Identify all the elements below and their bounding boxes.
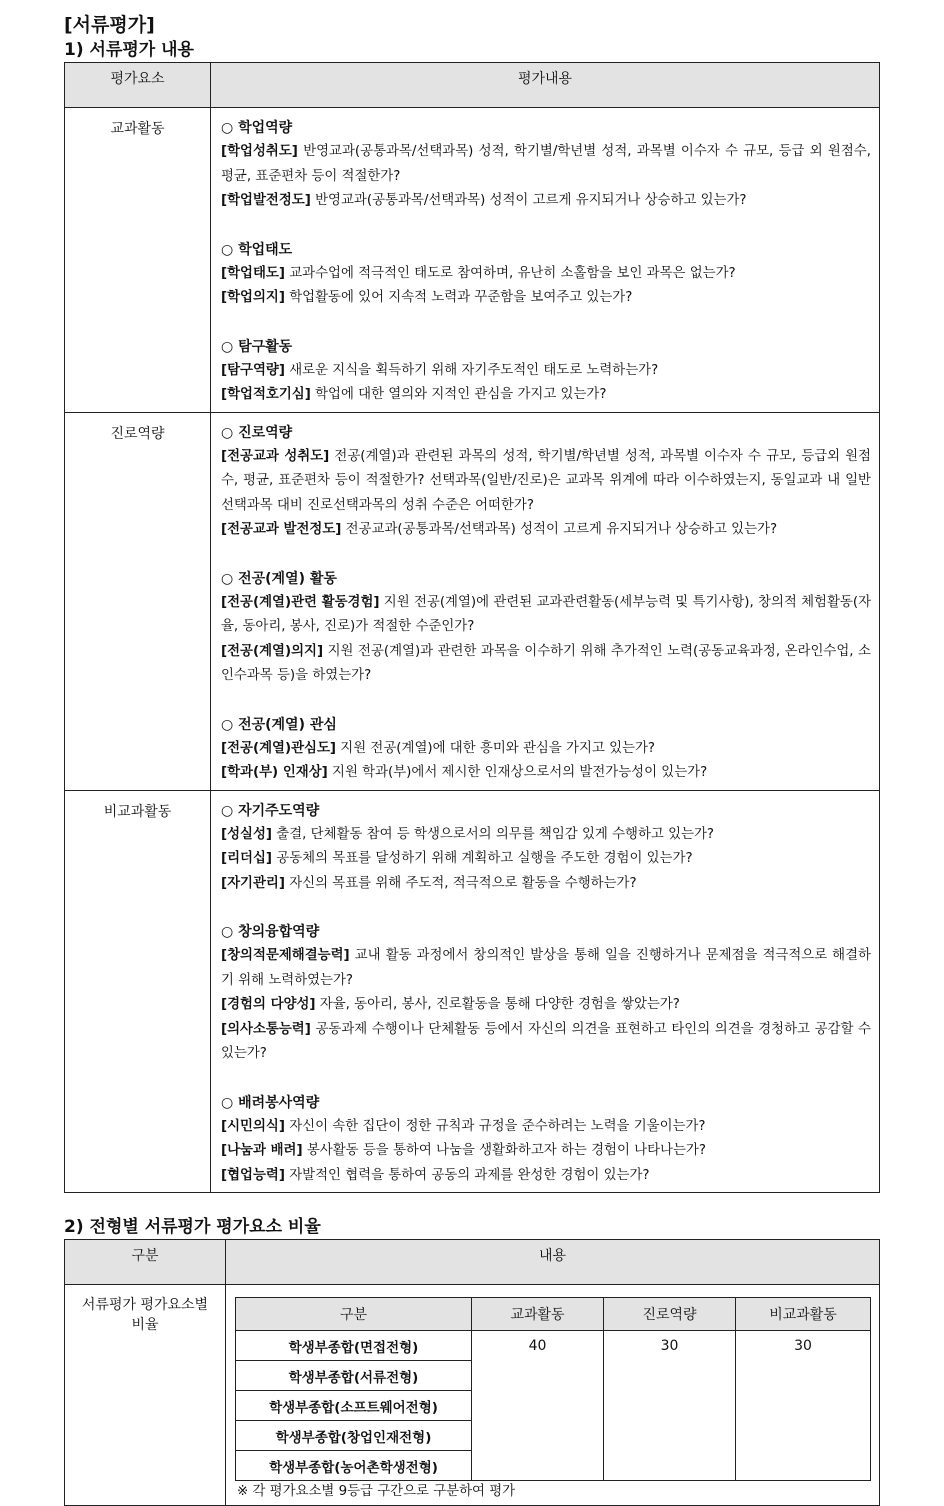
table-row <box>65 790 880 1193</box>
header-category: 구분 <box>65 1240 226 1285</box>
criterion-item <box>221 286 871 311</box>
table-header-row <box>65 63 880 108</box>
criterion-label: [학업발전정도] <box>221 193 311 208</box>
evaluation-subsection <box>221 713 871 786</box>
subsection-title: ○ 전공(계열) 활동 <box>221 570 337 587</box>
criterion-text: 공동체의 목표를 달성하기 위해 계획하고 실행을 주도한 경험이 있는가? <box>272 851 693 866</box>
inner-header-row <box>236 1298 871 1331</box>
criterion-text: 자신이 속한 집단이 정한 규칙과 규정을 준수하려는 노력을 기울이는가? <box>284 1118 706 1134</box>
evaluation-details <box>211 412 880 790</box>
ratio-row-label <box>65 1285 226 1506</box>
track-name: 학생부종합(농어촌학생전형) <box>236 1451 472 1481</box>
criterion-item <box>221 823 871 848</box>
evaluation-subsection <box>221 1091 871 1189</box>
criterion-label: [협업능력] <box>221 1167 285 1183</box>
criterion-item <box>221 591 871 640</box>
ratio-content-cell <box>226 1285 880 1506</box>
criterion-label: [학업적호기심] <box>221 387 311 402</box>
criterion-label: [학과(부) 인재상] <box>221 765 328 780</box>
ratio-inner-table <box>235 1297 871 1481</box>
evaluation-rows <box>65 108 880 1193</box>
criterion-text: 자율, 동아리, 봉사, 진로활동을 통해 다양한 경험을 쌓았는가? <box>315 997 680 1012</box>
header-content: 평가내용 <box>211 63 880 108</box>
inner-header-curricular: 교과활동 <box>472 1298 604 1331</box>
criterion-label: [전공(계열)관심도] <box>221 740 337 756</box>
ratio-extracurricular: 30 <box>736 1331 871 1481</box>
evaluation-content-table <box>64 62 880 1193</box>
criterion-item <box>221 1164 871 1189</box>
criterion-label: [리더십] <box>221 851 273 866</box>
ratio-curricular: 40 <box>472 1331 604 1481</box>
evaluation-subsection <box>221 920 876 1067</box>
criterion-item <box>221 1139 871 1164</box>
criterion-item <box>221 445 871 519</box>
subsection-title: ○ 배려봉사역량 <box>221 1094 320 1111</box>
ratio-table <box>64 1239 880 1506</box>
criterion-text: 출결, 단체활동 참여 등 학생으로서의 의무를 책임감 있게 수행하고 있는가? <box>272 826 715 842</box>
subsection-title: ○ 진로역량 <box>221 424 293 441</box>
table-row <box>65 108 880 413</box>
subsection-title: ○ 학업태도 <box>221 241 293 258</box>
criterion-text: 학업활동에 있어 지속적 노력과 꾸준함을 보여주고 있는가? <box>284 290 633 305</box>
evaluation-category: 진로역량 <box>65 412 211 790</box>
criterion-text: 공동과제 수행이나 단체활동 등에서 자신의 의견을 표현하고 타인의 의견을 경청하고 공감할 수 있는가? <box>221 1021 876 1061</box>
criterion-item <box>221 761 871 786</box>
criterion-label: [학업의지] <box>221 290 285 305</box>
criterion-label: [경험의 다양성] <box>221 997 316 1012</box>
evaluation-category: 교과활동 <box>65 108 211 413</box>
evaluation-subsection <box>221 799 871 897</box>
criterion-label: [자기관리] <box>221 875 285 891</box>
table-row <box>65 412 880 790</box>
criterion-label: [창의적문제해결능력] <box>221 948 350 963</box>
evaluation-subsection <box>221 238 871 311</box>
criterion-text: 지원 전공(계열)에 대한 흥미와 관심을 가지고 있는가? <box>336 740 656 756</box>
evaluation-details <box>211 790 880 1193</box>
document <box>64 12 880 1506</box>
ratio-career: 30 <box>604 1331 736 1481</box>
criterion-text: 교과수업에 적극적인 태도로 참여하며, 유난히 소홀함을 보인 과목은 없는가? <box>284 265 736 281</box>
criterion-item <box>221 518 871 543</box>
criterion-text: 지원 전공(계열)에 관련된 교과관련활동(세부능력 및 특기사항), 창의적 체험활동(자율, 동아리, 봉사, 진로)가 적절한 수준인가? <box>221 594 872 634</box>
criterion-label: [탐구역량] <box>221 362 285 378</box>
criterion-text: 전공교과(공통과목/선택과목) 성적이 고르게 유지되거나 상승하고 있는가? <box>341 522 778 537</box>
criterion-text: 지원 학과(부)에서 제시한 인재상으로서의 발전가능성이 있는가? <box>327 765 708 780</box>
criterion-item <box>221 140 876 189</box>
section2-title: 2) 전형별 서류평가 평가요소 비율 <box>64 1217 321 1237</box>
inner-header-career: 진로역량 <box>604 1298 736 1331</box>
evaluation-category: 비교과활동 <box>65 790 211 1193</box>
track-name: 학생부종합(면접전형) <box>236 1331 472 1361</box>
criterion-item <box>221 383 871 408</box>
criterion-label: [성실성] <box>221 826 273 842</box>
criterion-item <box>221 262 871 287</box>
criterion-label: [전공(계열)의지] <box>221 643 324 659</box>
subsection-title: ○ 탐구활동 <box>221 338 293 355</box>
subsection-title: ○ 전공(계열) 관심 <box>221 716 337 733</box>
criterion-label: [의사소통능력] <box>221 1021 311 1037</box>
criterion-text: 자발적인 협력을 통하여 공동의 과제를 완성한 경험이 있는가? <box>284 1167 650 1183</box>
criterion-label: [전공교과 성취도] <box>221 448 330 464</box>
header-factor: 평가요소 <box>65 63 211 108</box>
criterion-label: [시민의식] <box>221 1118 285 1134</box>
criterion-text: 자신의 목표를 위해 주도적, 적극적으로 활동을 수행하는가? <box>284 875 637 891</box>
criterion-text: 교내 활동 과정에서 창의적인 발상을 통해 일을 진행하거나 문제점을 적극적으로 해결하기 위해 노력하였는가? <box>221 948 871 988</box>
evaluation-subsection <box>221 335 871 408</box>
evaluation-details <box>211 108 880 413</box>
criterion-item <box>221 189 871 214</box>
section1-title: 1) 서류평가 내용 <box>64 40 194 60</box>
criterion-text: 전공(계열)과 관련된 과목의 성적, 학기별/학년별 성적, 과목별 이수자 수 규모, 등급외 원점수, 평균, 표준편차 등이 적절한가? 선택과목(일반/진로)은 교과목 위계에 따라 이수하였는지, 동일교과 내 일반선택과목 대비 진로선택과목의 성취 수준은 어떠한가? <box>221 448 871 513</box>
evaluation-subsection <box>221 116 876 214</box>
criterion-label: [학업태도] <box>221 265 285 281</box>
inner-header-track: 구분 <box>236 1298 472 1331</box>
criterion-label: [나눔과 배려] <box>221 1143 303 1158</box>
track-name: 학생부종합(서류전형) <box>236 1361 472 1391</box>
criterion-item <box>221 872 871 897</box>
criterion-label: [전공(계열)관련 활동경험] <box>221 594 380 610</box>
track-name: 학생부종합(창업인재전형) <box>236 1421 472 1451</box>
ratio-note: ※ 각 평가요소별 9등급 구간으로 구분하여 평가 <box>237 1484 516 1499</box>
subsection-title: ○ 자기주도역량 <box>221 802 320 819</box>
table-header-row <box>65 1240 880 1285</box>
criterion-label: [전공교과 발전정도] <box>221 522 342 537</box>
criterion-text: 봉사활동 등을 통하여 나눔을 생활화하고자 하는 경험이 나타나는가? <box>302 1143 706 1158</box>
criterion-item <box>221 1115 871 1140</box>
criterion-item <box>221 359 871 384</box>
criterion-text: 지원 전공(계열)과 관련한 과목을 이수하기 위해 추가적인 노력(공동교육과정, 온라인수업, 소인수과목 등)을 하였는가? <box>221 643 871 683</box>
criterion-item <box>221 1018 876 1067</box>
document-heading: [서류평가] <box>64 14 155 36</box>
criterion-item <box>221 944 871 993</box>
evaluation-subsection <box>221 567 871 689</box>
subsection-title: ○ 창의융합역량 <box>221 924 320 940</box>
criterion-item <box>221 847 871 872</box>
subsection-title: ○ 학업역량 <box>221 120 293 136</box>
table-row <box>236 1331 871 1361</box>
table-row <box>65 1285 880 1506</box>
inner-header-extracurricular: 비교과활동 <box>736 1298 871 1331</box>
criterion-text: 새로운 지식을 획득하기 위해 자기주도적인 태도로 노력하는가? <box>284 362 659 378</box>
header-content: 내용 <box>226 1240 880 1285</box>
criterion-label: [학업성취도] <box>221 144 298 159</box>
criterion-text: 반영교과(공통과목/선택과목) 성적이 고르게 유지되거나 상승하고 있는가? <box>310 193 747 208</box>
evaluation-subsection <box>221 421 871 543</box>
criterion-item <box>221 640 871 689</box>
criterion-text: 반영교과(공통과목/선택과목) 성적, 학기별/학년별 성적, 과목별 이수자 수 규모, 등급 외 원점수, 평균, 표준편차 등이 적절한가? <box>221 144 876 184</box>
ratio-row-label-text: 서류평가 평가요소별 비율 <box>81 1297 209 1333</box>
criterion-text: 학업에 대한 열의와 지적인 관심을 가지고 있는가? <box>310 387 607 402</box>
criterion-item <box>221 737 871 762</box>
track-name: 학생부종합(소프트웨어전형) <box>236 1391 472 1421</box>
criterion-item <box>221 993 871 1018</box>
